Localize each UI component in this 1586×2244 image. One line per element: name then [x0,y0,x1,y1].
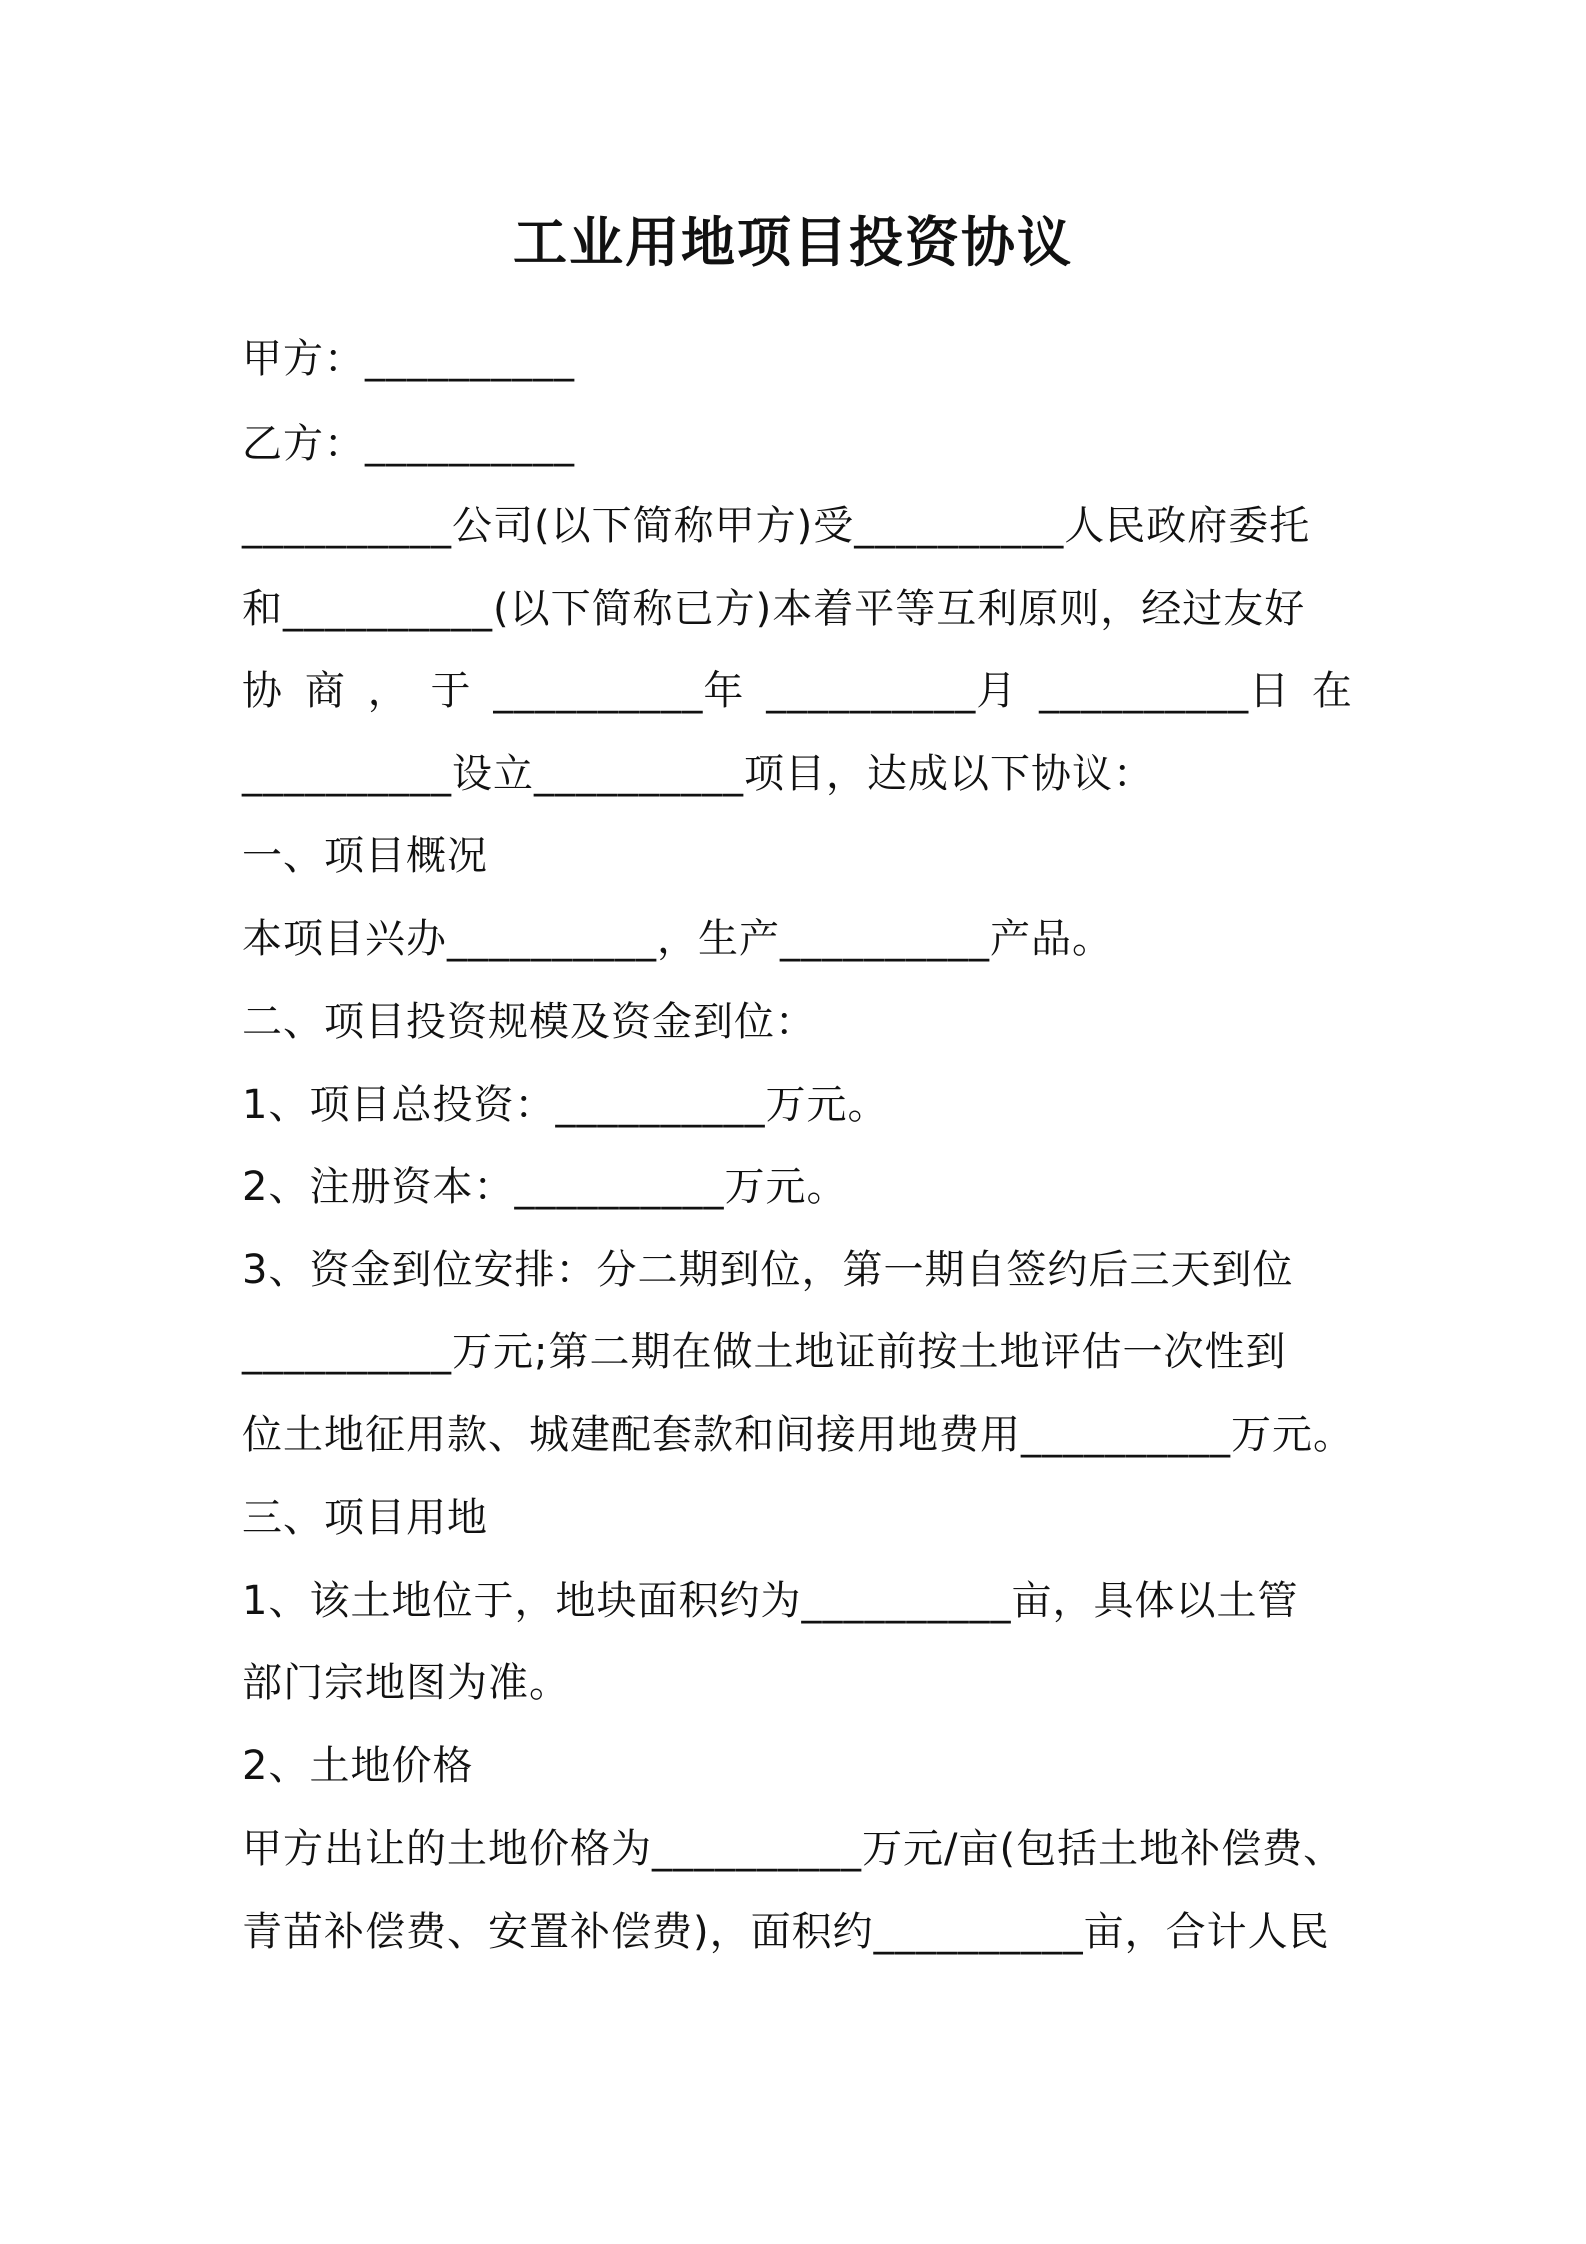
section-3-item-2-line-2: 青苗补偿费、安置补偿费)，面积约__________亩，合计人民 [242,1909,1330,1955]
section-2-item-1: 1、项目总投资：__________万元。 [242,1082,889,1128]
section-3-heading: 三、项目用地 [242,1495,488,1541]
section-1-text: 本项目兴办__________，生产__________产品。 [242,916,1113,962]
section-2-item-3-line-1: 3、资金到位安排：分二期到位，第一期自签约后三天到位 [242,1247,1294,1293]
section-2-item-2: 2、注册资本：__________万元。 [242,1164,848,1210]
preamble-line-4: __________设立__________项目，达成以下协议： [242,751,1154,797]
section-3-item-2-line-1: 甲方出让的土地价格为__________万元/亩(包括土地补偿费、 [242,1826,1345,1872]
party-b-line: 乙方：__________ [242,421,575,467]
date-year: __________年 [493,668,745,714]
preamble-line-1: __________公司(以下简称甲方)受__________人民政府委托 [242,503,1311,549]
date-part: 协 [242,668,283,714]
date-part: 在 [1311,668,1353,714]
section-2-heading: 二、项目投资规模及资金到位： [242,999,816,1045]
date-month: __________月 [766,668,1018,714]
document-title: 工业用地项目投资协议 [513,211,1073,274]
date-part: 于 [430,668,472,714]
party-a-line: 甲方：__________ [242,336,575,382]
date-part: ， [367,668,409,714]
section-1-heading: 一、项目概况 [242,833,488,879]
date-part: 商 [304,668,346,714]
date-day: __________日 [1039,668,1291,714]
preamble-line-2: 和__________(以下简称已方)本着平等互利原则，经过友好 [242,586,1306,632]
section-3-item-2-heading: 2、土地价格 [242,1743,474,1789]
section-2-item-3-line-2: __________万元;第二期在做土地证前按土地评估一次性到 [242,1329,1287,1375]
section-3-item-1-line-1: 1、该土地位于，地块面积约为__________亩，具体以土管 [242,1578,1299,1624]
section-3-item-1-line-2: 部门宗地图为准。 [242,1660,570,1706]
section-2-item-3-line-3: 位土地征用款、城建配套款和间接用地费用__________万元。 [242,1412,1354,1458]
preamble-line-3 [242,666,1353,716]
